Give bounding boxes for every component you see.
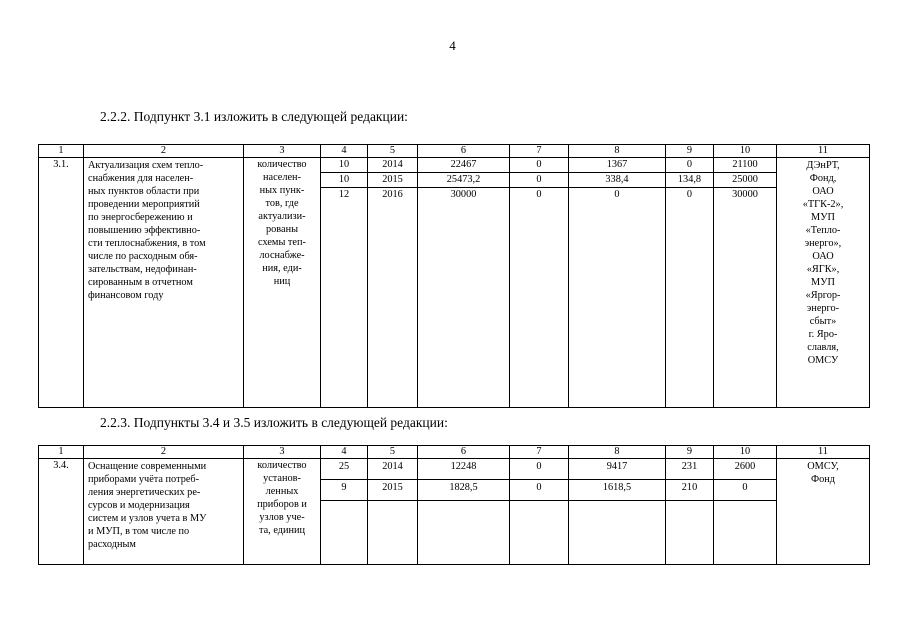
header-cell: 5 xyxy=(368,145,418,158)
header-cell: 1 xyxy=(39,145,84,158)
executors: ОМСУ, Фонд xyxy=(777,459,870,565)
header-cell: 7 xyxy=(510,446,569,459)
page-number: 4 xyxy=(449,38,456,53)
value-cell: 1828,5 xyxy=(418,480,509,501)
local-column xyxy=(666,158,714,408)
value-cell: 9417 xyxy=(569,459,665,480)
value-cell: 2015 xyxy=(368,173,417,188)
value-column xyxy=(321,158,368,408)
other-column xyxy=(714,459,777,565)
value-cell: 1618,5 xyxy=(569,480,665,501)
row-number: 3.1. xyxy=(39,158,84,408)
value-cell: 30000 xyxy=(450,189,477,200)
value-cell: 338,4 xyxy=(569,173,665,188)
other-column xyxy=(714,158,777,408)
value-cell: 0 xyxy=(714,480,776,501)
table-row xyxy=(39,158,870,408)
measure-unit: количество населен- ных пунк- тов, где актуализи- рованы схемы теп- лоснабже- ния, еди- ниц xyxy=(244,158,321,408)
measure-unit: количество установ- ленных приборов и узлов уче- та, единиц xyxy=(244,459,321,565)
value-cell: 25 xyxy=(321,459,367,480)
measure-name: Актуализация схем тепло- снабжения для населен- ных пунктов области при проведении мероприятий по энергосбережению и повышению эффективно- сти теплоснабжения, в том числе по расходным обя- зательствам, недофинан- сированным в отчетном финансовом году xyxy=(84,158,244,408)
table-subitems-3-4-3-5 xyxy=(38,445,870,565)
value-cell: 0 xyxy=(686,189,693,200)
value-cell: 10 xyxy=(321,173,367,188)
header-cell: 7 xyxy=(510,145,569,158)
value-cell: 12248 xyxy=(418,459,509,480)
value-cell: 25000 xyxy=(714,173,776,188)
value-cell: 210 xyxy=(666,480,713,501)
value-cell: 0 xyxy=(536,189,542,200)
value-cell: 2014 xyxy=(368,158,417,173)
value-cell: 231 xyxy=(666,459,713,480)
value-cell: 9 xyxy=(321,480,367,501)
header-cell: 1 xyxy=(39,446,84,459)
header-cell: 3 xyxy=(244,446,321,459)
value-cell: 22467 xyxy=(418,158,509,173)
header-cell: 2 xyxy=(84,446,244,459)
regional-column xyxy=(569,158,666,408)
section-heading-2-2-2: 2.2.2. Подпункт 3.1 изложить в следующей редакции: xyxy=(100,109,408,124)
value-cell: 0 xyxy=(510,480,568,501)
value-cell: 2016 xyxy=(382,189,403,200)
year-column xyxy=(368,459,418,565)
executors: ДЭнРТ, Фонд, ОАО «ТГК-2», МУП «Тепло- энерго», ОАО «ЯГК», МУП «Яргор- энерго- сбыт» г. Яро- славля, ОМСУ xyxy=(777,158,870,408)
value-cell: 10 xyxy=(321,158,367,173)
header-cell: 11 xyxy=(777,446,870,459)
table-header-row xyxy=(39,145,870,158)
value-cell: 30000 xyxy=(732,189,758,200)
regional-column xyxy=(569,459,666,565)
federal-column xyxy=(510,158,569,408)
header-cell: 6 xyxy=(418,145,510,158)
header-cell: 4 xyxy=(321,145,368,158)
header-cell: 11 xyxy=(777,145,870,158)
measure-name: Оснащение современными приборами учёта потреб- ления энергетических ре- сурсов и модернизация систем и узлов учета в МУ и МУП, в том числе по расходным xyxy=(84,459,244,565)
table-row xyxy=(39,459,870,565)
header-cell: 2 xyxy=(84,145,244,158)
header-cell: 6 xyxy=(418,446,510,459)
total-column xyxy=(418,459,510,565)
value-cell: 134,8 xyxy=(666,173,713,188)
value-column xyxy=(321,459,368,565)
value-cell: 2600 xyxy=(714,459,776,480)
header-cell: 8 xyxy=(569,145,666,158)
header-cell: 5 xyxy=(368,446,418,459)
header-cell: 9 xyxy=(666,446,714,459)
year-column xyxy=(368,158,418,408)
value-cell: 25473,2 xyxy=(418,173,509,188)
table-header-row xyxy=(39,446,870,459)
header-cell: 8 xyxy=(569,446,666,459)
value-cell: 0 xyxy=(510,158,568,173)
section-heading-2-2-3: 2.2.3. Подпункты 3.4 и 3.5 изложить в следующей редакции: xyxy=(100,415,448,430)
header-cell: 9 xyxy=(666,145,714,158)
value-cell: 0 xyxy=(510,173,568,188)
value-cell: 0 xyxy=(666,158,713,173)
header-cell: 3 xyxy=(244,145,321,158)
table-subitem-3-1 xyxy=(38,144,870,408)
value-cell: 2014 xyxy=(368,459,417,480)
total-column xyxy=(418,158,510,408)
federal-column xyxy=(510,459,569,565)
value-cell: 12 xyxy=(338,189,350,200)
header-cell: 10 xyxy=(714,446,777,459)
value-cell: 0 xyxy=(614,189,620,200)
value-cell: 0 xyxy=(510,459,568,480)
local-column xyxy=(666,459,714,565)
row-number: 3.4. xyxy=(39,459,84,565)
value-cell: 2015 xyxy=(368,480,417,501)
value-cell: 1367 xyxy=(569,158,665,173)
header-cell: 4 xyxy=(321,446,368,459)
header-cell: 10 xyxy=(714,145,777,158)
value-cell: 21100 xyxy=(714,158,776,173)
